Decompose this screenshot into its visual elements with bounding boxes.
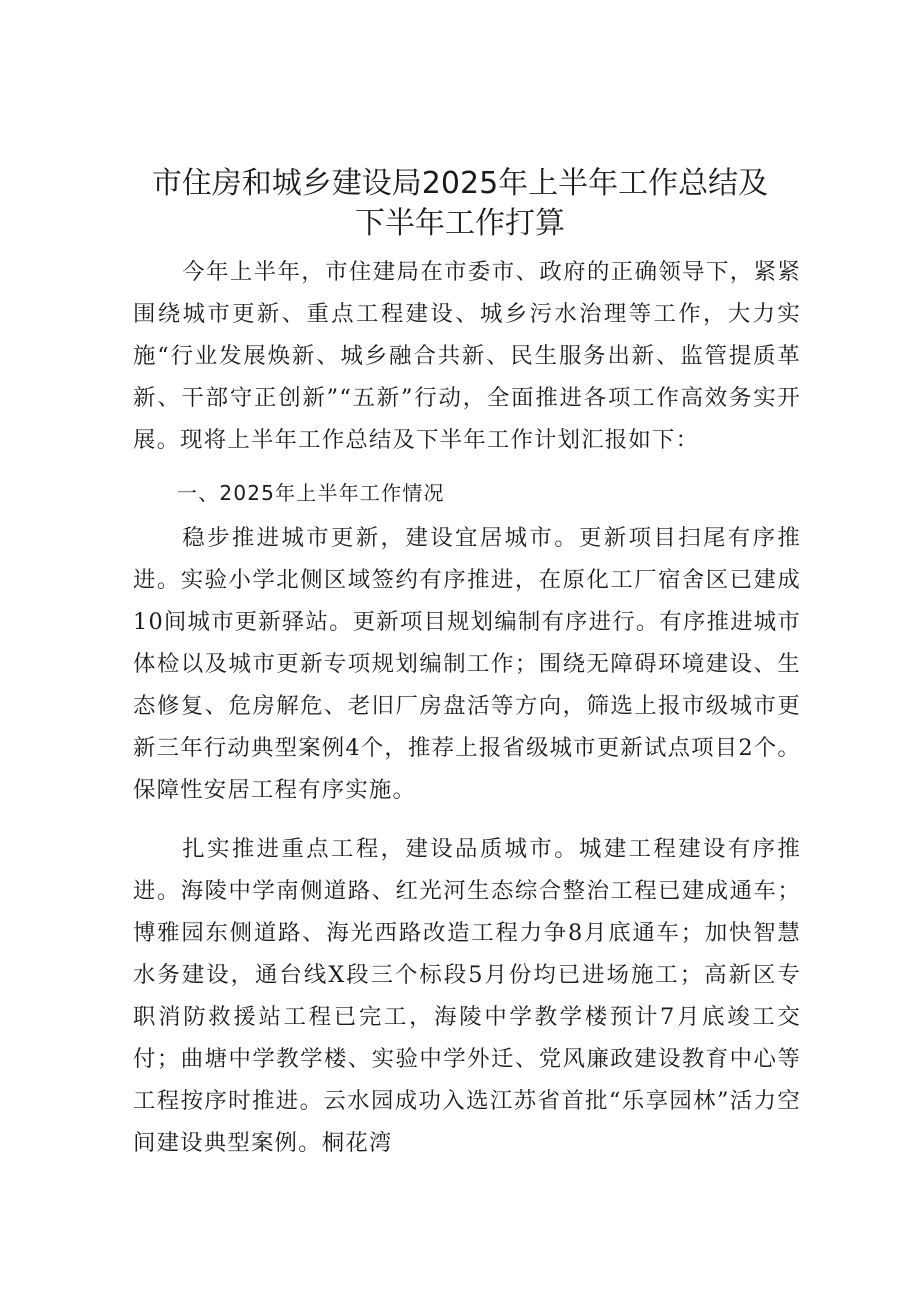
section-heading-block	[133, 472, 801, 514]
document-title-line-2: 下半年工作打算	[355, 206, 565, 241]
document-title-line-1: 市住房和城乡建设局2025年上半年工作总结及	[151, 166, 769, 201]
intro-paragraph: 今年上半年，市住建局在市委市、政府的正确领导下，紧紧围绕城市更新、重点工程建设、城乡污水治理等工作，大力实施“行业发展焕新、城乡融合共新、民生服务出新、监管提质革新、干部守正创新”“五新”行动，全面推进各项工作高效务实开展。现将上半年工作总结及下半年工作计划汇报如下：	[133, 259, 801, 453]
intro-paragraph-block	[133, 251, 801, 461]
key-projects-paragraph-block	[133, 828, 801, 1164]
urban-renewal-paragraph: 稳步推进城市更新，建设宜居城市。更新项目扫尾有序推进。实验小学北侧区域签约有序推进，在原化工厂宿舍区已建成10间城市更新驿站。更新项目规划编制有序进行。有序推进城市体检以及城市更新专项规划编制工作；围绕无障碍环境建设、生态修复、危房解危、老旧厂房盘活等方向，筛选上报市级城市更新三年行动典型案例4个，推荐上报省级城市更新试点项目2个。保障性安居工程有序实施。	[133, 525, 801, 803]
section-1-heading: 一、2025年上半年工作情况	[177, 481, 445, 505]
key-projects-paragraph: 扎实推进重点工程，建设品质城市。城建工程建设有序推进。海陵中学南侧道路、红光河生态综合整治工程已建成通车；博雅园东侧道路、海光西路改造工程力争8月底通车；加快智慧水务建设，通台线X段三个标段5月份均已进场施工；高新区专职消防救援站工程已完工，海陵中学教学楼预计7月底竣工交付；曲塘中学教学楼、实验中学外迁、党风廉政建设教育中心等工程按序时推进。云水园成功入选江苏省首批“乐享园林”活力空间建设典型案例。桐花湾	[133, 836, 801, 1156]
urban-renewal-paragraph-block	[133, 517, 801, 811]
